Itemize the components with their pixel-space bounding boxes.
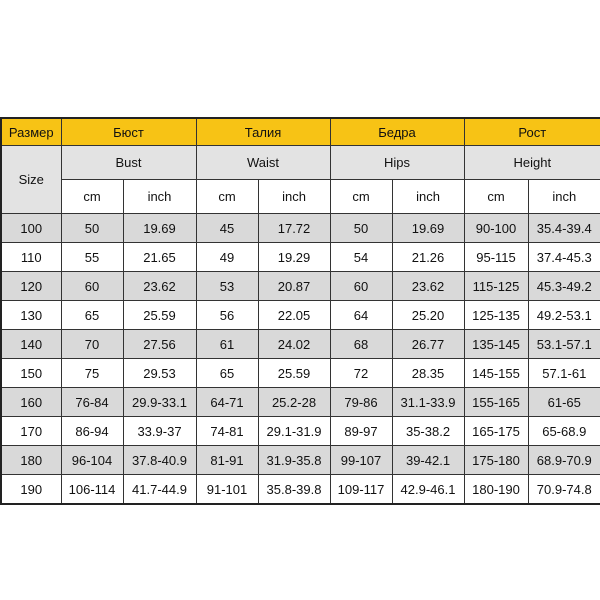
- table-row: [1, 388, 600, 417]
- measurement-cell: 65-68.9: [528, 417, 600, 446]
- measurement-cell: 20.87: [258, 272, 330, 301]
- measurement-cell: 37.8-40.9: [123, 446, 196, 475]
- measurement-cell: 54: [330, 243, 392, 272]
- table-row: [1, 359, 600, 388]
- measurement-cell: 72: [330, 359, 392, 388]
- measurement-cell: 21.26: [392, 243, 464, 272]
- measurement-cell: 125-135: [464, 301, 528, 330]
- measurement-cell: 50: [330, 214, 392, 243]
- size-cell: 150: [1, 359, 61, 388]
- measurement-cell: 25.59: [123, 301, 196, 330]
- measurement-cell: 56: [196, 301, 258, 330]
- measurement-cell: 49.2-53.1: [528, 301, 600, 330]
- table-row: [1, 446, 600, 475]
- measurement-cell: 145-155: [464, 359, 528, 388]
- measurement-cell: 155-165: [464, 388, 528, 417]
- measurement-cell: 91-101: [196, 475, 258, 505]
- measurement-cell: 29.1-31.9: [258, 417, 330, 446]
- measurement-cell: 27.56: [123, 330, 196, 359]
- size-cell: 100: [1, 214, 61, 243]
- measurement-cell: 50: [61, 214, 123, 243]
- measurement-cell: 26.77: [392, 330, 464, 359]
- measurement-cell: 23.62: [392, 272, 464, 301]
- measurement-cell: 109-117: [330, 475, 392, 505]
- table-row: [1, 475, 600, 505]
- measurement-cell: 22.05: [258, 301, 330, 330]
- measurement-cell: 60: [61, 272, 123, 301]
- measurement-cell: 106-114: [61, 475, 123, 505]
- header-en-hips: Hips: [330, 146, 464, 180]
- size-cell: 190: [1, 475, 61, 505]
- measurement-cell: 25.2-28: [258, 388, 330, 417]
- header-en-size: Size: [1, 146, 61, 214]
- unit-waist-cm: cm: [196, 180, 258, 214]
- measurement-cell: 28.35: [392, 359, 464, 388]
- header-ru-waist: Талия: [196, 118, 330, 146]
- measurement-cell: 53: [196, 272, 258, 301]
- unit-height-cm: cm: [464, 180, 528, 214]
- measurement-cell: 39-42.1: [392, 446, 464, 475]
- unit-waist-inch: inch: [258, 180, 330, 214]
- measurement-cell: 75: [61, 359, 123, 388]
- measurement-cell: 86-94: [61, 417, 123, 446]
- measurement-cell: 31.9-35.8: [258, 446, 330, 475]
- header-ru-bust: Бюст: [61, 118, 196, 146]
- unit-header-row: [1, 180, 600, 214]
- measurement-cell: 165-175: [464, 417, 528, 446]
- measurement-cell: 68.9-70.9: [528, 446, 600, 475]
- measurement-cell: 70: [61, 330, 123, 359]
- measurement-cell: 175-180: [464, 446, 528, 475]
- measurement-cell: 29.9-33.1: [123, 388, 196, 417]
- table-row: [1, 301, 600, 330]
- measurement-cell: 61: [196, 330, 258, 359]
- measurement-cell: 65: [61, 301, 123, 330]
- measurement-cell: 35.4-39.4: [528, 214, 600, 243]
- measurement-cell: 115-125: [464, 272, 528, 301]
- measurement-cell: 64-71: [196, 388, 258, 417]
- measurement-cell: 23.62: [123, 272, 196, 301]
- header-ru-height: Рост: [464, 118, 600, 146]
- russian-header-row: [1, 118, 600, 146]
- measurement-cell: 45.3-49.2: [528, 272, 600, 301]
- size-cell: 140: [1, 330, 61, 359]
- header-ru-size: Размер: [1, 118, 61, 146]
- header-en-waist: Waist: [196, 146, 330, 180]
- measurement-cell: 53.1-57.1: [528, 330, 600, 359]
- size-chart-table: [0, 117, 600, 505]
- measurement-cell: 31.1-33.9: [392, 388, 464, 417]
- measurement-cell: 41.7-44.9: [123, 475, 196, 505]
- measurement-cell: 135-145: [464, 330, 528, 359]
- measurement-cell: 24.02: [258, 330, 330, 359]
- measurement-cell: 35-38.2: [392, 417, 464, 446]
- measurement-cell: 49: [196, 243, 258, 272]
- table-row: [1, 243, 600, 272]
- size-cell: 130: [1, 301, 61, 330]
- measurement-cell: 64: [330, 301, 392, 330]
- measurement-cell: 21.65: [123, 243, 196, 272]
- measurement-cell: 96-104: [61, 446, 123, 475]
- size-cell: 160: [1, 388, 61, 417]
- unit-height-inch: inch: [528, 180, 600, 214]
- header-en-height: Height: [464, 146, 600, 180]
- table-row: [1, 272, 600, 301]
- table-row: [1, 417, 600, 446]
- measurement-cell: 33.9-37: [123, 417, 196, 446]
- measurement-cell: 68: [330, 330, 392, 359]
- measurement-cell: 99-107: [330, 446, 392, 475]
- size-cell: 170: [1, 417, 61, 446]
- measurement-cell: 79-86: [330, 388, 392, 417]
- size-chart-body: [1, 118, 600, 504]
- unit-hips-cm: cm: [330, 180, 392, 214]
- measurement-cell: 60: [330, 272, 392, 301]
- measurement-cell: 19.69: [392, 214, 464, 243]
- measurement-cell: 45: [196, 214, 258, 243]
- header-ru-hips: Бедра: [330, 118, 464, 146]
- size-cell: 180: [1, 446, 61, 475]
- measurement-cell: 17.72: [258, 214, 330, 243]
- table-row: [1, 330, 600, 359]
- measurement-cell: 95-115: [464, 243, 528, 272]
- unit-hips-inch: inch: [392, 180, 464, 214]
- measurement-cell: 35.8-39.8: [258, 475, 330, 505]
- measurement-cell: 74-81: [196, 417, 258, 446]
- measurement-cell: 25.59: [258, 359, 330, 388]
- english-header-row: [1, 146, 600, 180]
- measurement-cell: 65: [196, 359, 258, 388]
- measurement-cell: 70.9-74.8: [528, 475, 600, 505]
- measurement-cell: 42.9-46.1: [392, 475, 464, 505]
- measurement-cell: 81-91: [196, 446, 258, 475]
- measurement-cell: 55: [61, 243, 123, 272]
- measurement-cell: 180-190: [464, 475, 528, 505]
- measurement-cell: 37.4-45.3: [528, 243, 600, 272]
- measurement-cell: 89-97: [330, 417, 392, 446]
- measurement-cell: 25.20: [392, 301, 464, 330]
- measurement-cell: 90-100: [464, 214, 528, 243]
- measurement-cell: 76-84: [61, 388, 123, 417]
- measurement-cell: 29.53: [123, 359, 196, 388]
- table-row: [1, 214, 600, 243]
- size-cell: 110: [1, 243, 61, 272]
- measurement-cell: 19.69: [123, 214, 196, 243]
- header-en-bust: Bust: [61, 146, 196, 180]
- unit-bust-cm: cm: [61, 180, 123, 214]
- unit-bust-inch: inch: [123, 180, 196, 214]
- measurement-cell: 19.29: [258, 243, 330, 272]
- size-cell: 120: [1, 272, 61, 301]
- measurement-cell: 57.1-61: [528, 359, 600, 388]
- measurement-cell: 61-65: [528, 388, 600, 417]
